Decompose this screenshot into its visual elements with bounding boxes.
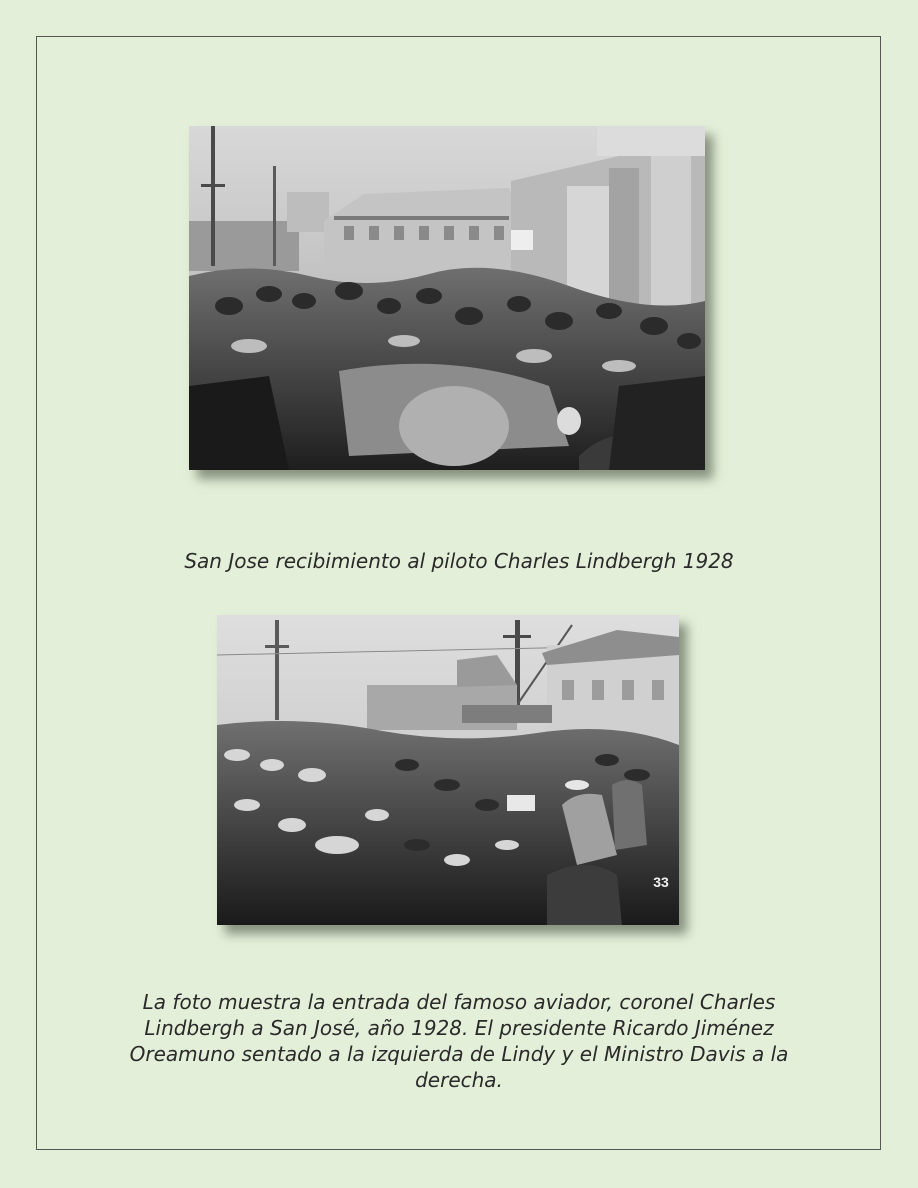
photo-number-mark: 33 (653, 874, 669, 890)
photo-image-1 (189, 126, 705, 470)
historical-photo-lindbergh-reception (189, 126, 705, 470)
photo-caption-2: La foto muestra la entrada del famoso aviador, coronel Charles Lindbergh a San José, año 1928. El presidente Ricardo Jiménez Oreamuno sentado a la izquierda de Lindy y el Ministro Davis a la derecha. (129, 990, 789, 1092)
historical-photo-lindbergh-entry (217, 615, 679, 925)
photo-image-2 (217, 615, 679, 925)
photo-caption-1: San Jose recibimiento al piloto Charles Lindbergh 1928 (184, 549, 734, 573)
